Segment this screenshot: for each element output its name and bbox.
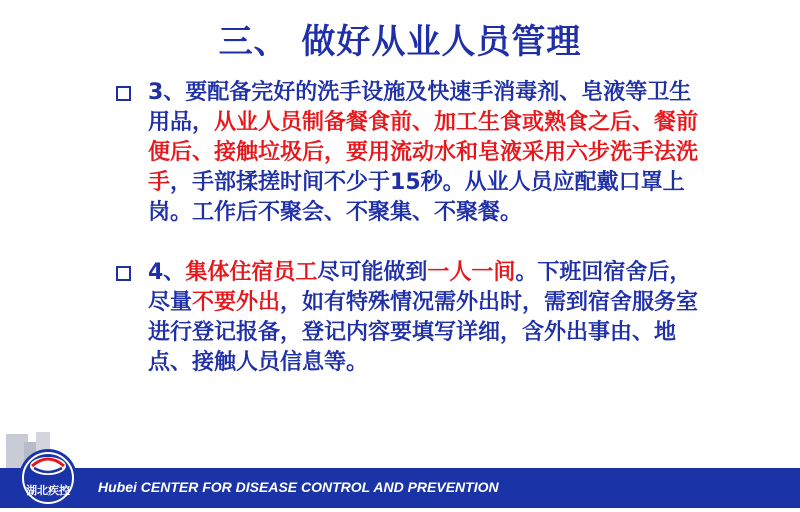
footer-bar: [0, 468, 800, 508]
logo-text: 湖北疾控: [26, 484, 70, 497]
bullet-item-handwashing: [112, 78, 712, 228]
text-segment-highlight: 不要外出: [192, 290, 281, 315]
footer-organization-text: Hubei CENTER FOR DISEASE CONTROL AND PREVENTION: [98, 479, 499, 495]
bullet-item-dormitory: [112, 258, 712, 378]
text-segment: ，手部揉搓时间不少于15秒。从业人员应配戴口罩上岗。工作后不聚会、不聚集、不聚餐。: [148, 170, 685, 225]
text-segment: 4、: [148, 260, 186, 285]
bullet-text: [148, 258, 700, 378]
text-segment-highlight: 一人一间: [427, 260, 516, 285]
text-segment: ，如有特殊情况需外出时，需到宿舍服务室进行登记报备，登记内容要填写详细，含外出事由、地点、接触人员信息等。: [148, 290, 699, 375]
slide-title: 三、 做好从业人员管理: [218, 22, 582, 62]
text-segment: 。下班回宿舍后，尽量: [148, 260, 692, 315]
hollow-square-bullet-icon: [116, 86, 131, 101]
cdc-logo-icon: [0, 430, 96, 508]
text-segment-highlight: 从业人员制备餐食前、加工生食或熟食之后、餐前便后、接触垃圾后，要用流动水和皂液采用六步洗手法洗手: [148, 110, 699, 195]
text-segment: 3、要配备完好的洗手设施及快速手消毒剂、皂液等卫生用品，: [148, 80, 692, 135]
text-segment: 尽可能做到: [317, 260, 428, 285]
text-segment-highlight: 集体住宿员工: [185, 260, 318, 285]
bullet-text: [148, 78, 700, 228]
hollow-square-bullet-icon: [116, 266, 131, 281]
